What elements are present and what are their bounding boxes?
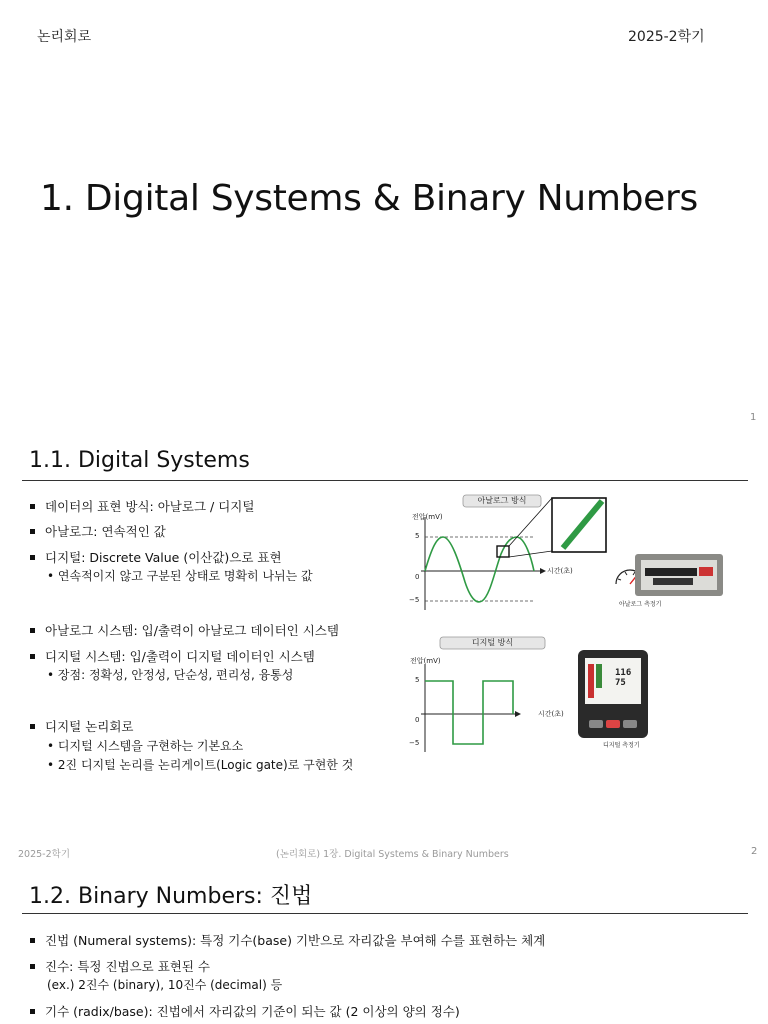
slide-title: 1. Digital Systems & Binary Numbers: [40, 178, 698, 219]
digital-x-axis-label: 시간(초): [538, 710, 564, 718]
section-divider: [22, 480, 748, 481]
list-item: 기수 (radix/base): 진법에서 자리값의 기준이 되는 값 (2 이상의 양의 정수): [30, 1003, 460, 1021]
bullet-square-icon: [30, 529, 35, 534]
digital-y-tick-zero: 0: [415, 716, 420, 724]
page-number-1: 1: [750, 412, 757, 423]
analog-x-axis-label: 시간(초): [547, 567, 573, 575]
digital-y-axis-label: 전압(mV): [410, 657, 441, 665]
bullet-square-icon: [30, 555, 35, 560]
analog-meter-caption: 아날로그 측정기: [619, 601, 662, 608]
analog-y-tick-zero: 0: [415, 573, 420, 581]
digital-meter-readout: 116 75: [615, 668, 632, 688]
section-title-binary-numbers: 1.2. Binary Numbers: 진법: [29, 884, 313, 909]
digital-method-label: 디지털 방식: [471, 638, 514, 647]
sub-list-item: • 장점: 정확성, 안정성, 단순성, 편리성, 융통성: [47, 668, 294, 682]
section-divider: [22, 913, 748, 914]
sub-list-item: • 디지털 시스템을 구현하는 기본요소: [47, 739, 244, 753]
bullet-square-icon: [30, 964, 35, 969]
header-semester: 2025-2학기: [628, 29, 705, 45]
list-item: 진법 (Numeral systems): 특정 기수(base) 기반으로 자리값을 부여해 수를 표현하는 체계: [30, 932, 545, 950]
analog-y-tick-pos: 5: [415, 532, 420, 540]
sub-list-item: (ex.) 2진수 (binary), 10진수 (decimal) 등: [47, 978, 283, 992]
list-item: 디지털 시스템: 입/출력이 디지털 데이터인 시스템: [30, 648, 315, 666]
page-number-2: 2: [751, 846, 758, 857]
digital-method-figure: [405, 634, 735, 754]
analog-y-axis-label: 전압(mV): [412, 513, 443, 521]
digital-meter-caption: 디지털 측정기: [603, 742, 640, 749]
list-item: 디지털: Discrete Value (이산값)으로 표현: [30, 549, 282, 567]
sub-list-item: • 연속적이지 않고 구분된 상태로 명확히 나뉘는 값: [47, 569, 313, 583]
bullet-square-icon: [30, 724, 35, 729]
section-title-digital-systems: 1.1. Digital Systems: [29, 448, 250, 473]
list-item: 아날로그 시스템: 입/출력이 아날로그 데이터인 시스템: [30, 622, 339, 640]
digital-y-tick-pos: 5: [415, 676, 420, 684]
sub-list-item: • 2진 디지털 논리를 논리게이트(Logic gate)로 구현한 것: [47, 758, 354, 772]
digital-y-tick-neg: −5: [409, 739, 420, 747]
footer-chapter-title: (논리회로) 1장. Digital Systems & Binary Numbers: [276, 849, 509, 860]
bullet-square-icon: [30, 504, 35, 509]
bullet-square-icon: [30, 654, 35, 659]
header-course-title: 논리회로: [37, 29, 92, 45]
footer-semester: 2025-2학기: [18, 849, 71, 860]
list-item: 데이터의 표현 방식: 아날로그 / 디지털: [30, 498, 254, 516]
list-item: 아날로그: 연속적인 값: [30, 523, 166, 541]
bullet-square-icon: [30, 628, 35, 633]
analog-method-label: 아날로그 방식: [477, 496, 527, 505]
bullet-square-icon: [30, 938, 35, 943]
analog-wave-illustration: [405, 492, 735, 614]
digital-wave-illustration: [405, 634, 735, 754]
list-item: 디지털 논리회로: [30, 718, 134, 736]
bullet-square-icon: [30, 1009, 35, 1014]
analog-method-figure: [405, 492, 735, 614]
analog-y-tick-neg: −5: [409, 596, 420, 604]
list-item: 진수: 특정 진법으로 표현된 수: [30, 958, 210, 976]
